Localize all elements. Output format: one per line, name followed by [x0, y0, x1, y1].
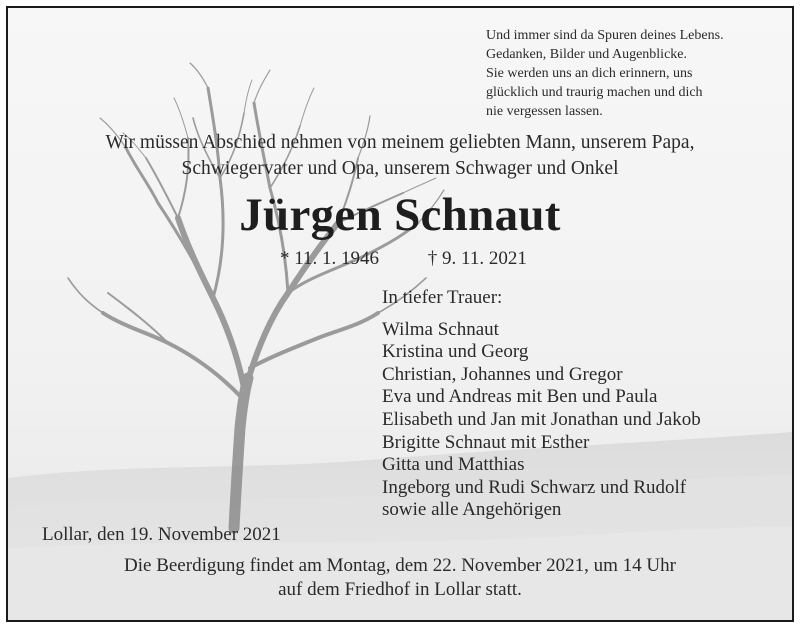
- intro-line: Schwiegervater und Opa, unserem Schwager und Onkel: [181, 158, 619, 179]
- place-and-date: Lollar, den 19. November 2021: [42, 524, 281, 545]
- memorial-poem: [486, 26, 724, 121]
- funeral-info: [8, 554, 792, 602]
- obituary-notice: [6, 6, 794, 622]
- mourner-name: Wilma Schnaut: [382, 318, 499, 340]
- poem-line: nie vergessen lassen.: [486, 104, 603, 119]
- poem-line: Gedanken, Bilder und Augenblicke.: [486, 47, 688, 62]
- poem-line: glücklich und traurig machen und dich: [486, 85, 703, 100]
- intro-line: Wir müssen Abschied nehmen von meinem geliebten Mann, unserem Papa,: [105, 132, 695, 153]
- mourner-name: sowie alle Angehörigen: [382, 499, 562, 521]
- mourning-lead: In tiefer Trauer:: [382, 287, 503, 308]
- mourner-name: Ingeborg und Rudi Schwarz und Rudolf: [382, 476, 687, 498]
- mourner-name: Eva und Andreas mit Ben und Paula: [382, 386, 658, 408]
- deceased-name: Jürgen Schnaut: [239, 189, 561, 241]
- farewell-intro: [8, 130, 792, 182]
- life-dates: [280, 248, 527, 270]
- mourner-name: Elisabeth und Jan mit Jonathan und Jakob: [382, 408, 701, 430]
- mourner-name: Gitta und Matthias: [382, 454, 525, 476]
- funeral-line: Die Beerdigung findet am Montag, dem 22. November 2021, um 14 Uhr: [124, 555, 676, 576]
- mourner-name: Christian, Johannes und Gregor: [382, 363, 623, 385]
- birth-date: * 11. 1. 1946: [280, 248, 380, 269]
- poem-line: Und immer sind da Spuren deines Lebens.: [486, 28, 724, 43]
- mourner-name: Kristina und Georg: [382, 341, 529, 363]
- poem-line: Sie werden uns an dich erinnern, uns: [486, 66, 693, 81]
- mourners-list: [382, 287, 701, 522]
- mourner-name: Brigitte Schnaut mit Esther: [382, 431, 590, 453]
- death-date: † 9. 11. 2021: [427, 248, 527, 269]
- funeral-line: auf dem Friedhof in Lollar statt.: [278, 579, 522, 600]
